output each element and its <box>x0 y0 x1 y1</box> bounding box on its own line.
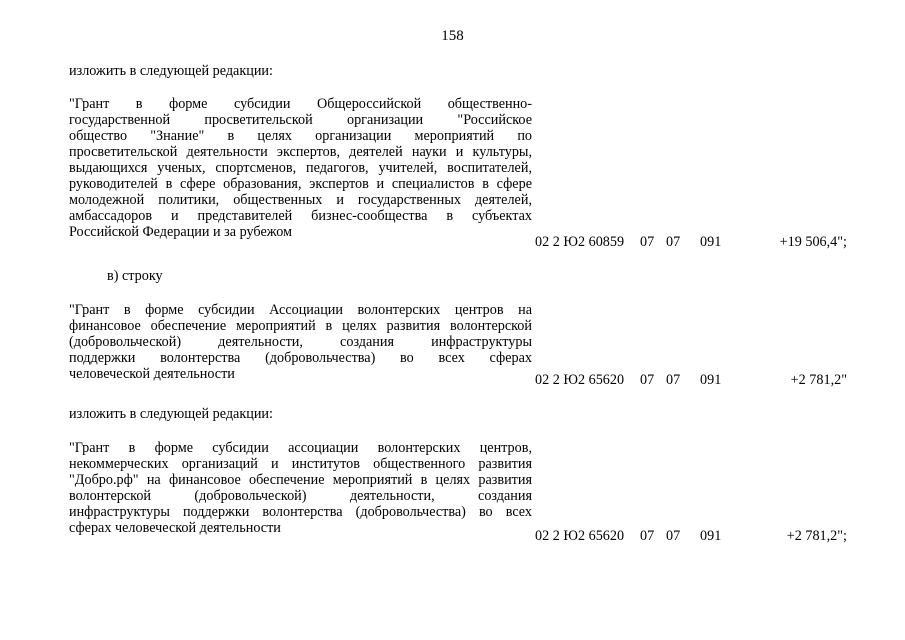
section-intro-3: изложить в следующей редакции: <box>69 406 273 422</box>
text-line: Российской Федерации и за рубежом <box>69 224 292 240</box>
section-code: 07 <box>640 528 655 544</box>
text-line: некоммерческих организаций и институтов общественного развития <box>69 456 532 472</box>
text-line: инфраструктуры поддержки волонтерства (добровольчества) во всех <box>69 504 532 520</box>
text-line: молодежной политики, общественных и государственных деятелей, <box>69 192 532 208</box>
amount: +19 506,4"; <box>779 234 847 250</box>
section-intro-1: изложить в следующей редакции: <box>69 63 273 79</box>
text-line: финансовое обеспечение мероприятий в целях развития волонтерской <box>69 318 532 334</box>
grant-text-block-2 <box>69 302 532 382</box>
section-code: 07 <box>640 372 655 388</box>
expense-type-code: 091 <box>700 528 722 544</box>
text-line: (добровольческой) деятельности, создания инфраструктуры <box>69 334 532 350</box>
text-line: "Грант в форме субсидии Общероссийской общественно- <box>69 96 532 112</box>
text-line: выдающихся ученых, спортсменов, педагогов, учителей, воспитателей, <box>69 160 532 176</box>
text-line: государственной просветительской организации "Российское <box>69 112 532 128</box>
text-line: волонтерской (добровольческой) деятельности, создания <box>69 488 532 504</box>
text-line: руководителей в сфере образования, экспертов и специалистов в сфере <box>69 176 532 192</box>
text-line: амбассадоров и представителей бизнес-сообщества в субъектах <box>69 208 532 224</box>
text-line: сферах человеческой деятельности <box>69 520 281 536</box>
text-line: "Грант в форме субсидии Ассоциации волонтерских центров на <box>69 302 532 318</box>
subsection-code: 07 <box>666 234 681 250</box>
grant-text-block-3 <box>69 440 532 536</box>
text-line: "Грант в форме субсидии ассоциации волонтерских центров, <box>69 440 532 456</box>
target-article-code: 02 2 Ю2 60859 <box>535 234 625 250</box>
subsection-code: 07 <box>666 528 681 544</box>
text-line: поддержки волонтерства (добровольчества) во всех сферах <box>69 350 532 366</box>
target-article-code: 02 2 Ю2 65620 <box>535 372 625 388</box>
expense-type-code: 091 <box>700 234 722 250</box>
text-line: просветительской деятельности экспертов, деятелей науки и культуры, <box>69 144 532 160</box>
section-code: 07 <box>640 234 655 250</box>
amount: +2 781,2"; <box>786 528 847 544</box>
text-line: человеческой деятельности <box>69 366 235 382</box>
section-intro-2: в) строку <box>107 268 163 284</box>
text-line: "Добро.рф" на финансовое обеспечение мероприятий в целях развития <box>69 472 532 488</box>
amount: +2 781,2" <box>790 372 847 388</box>
expense-type-code: 091 <box>700 372 722 388</box>
text-line: общество "Знание" в целях организации мероприятий по <box>69 128 532 144</box>
target-article-code: 02 2 Ю2 65620 <box>535 528 625 544</box>
grant-text-block-1 <box>69 96 532 240</box>
page-number: 158 <box>441 28 464 44</box>
subsection-code: 07 <box>666 372 681 388</box>
